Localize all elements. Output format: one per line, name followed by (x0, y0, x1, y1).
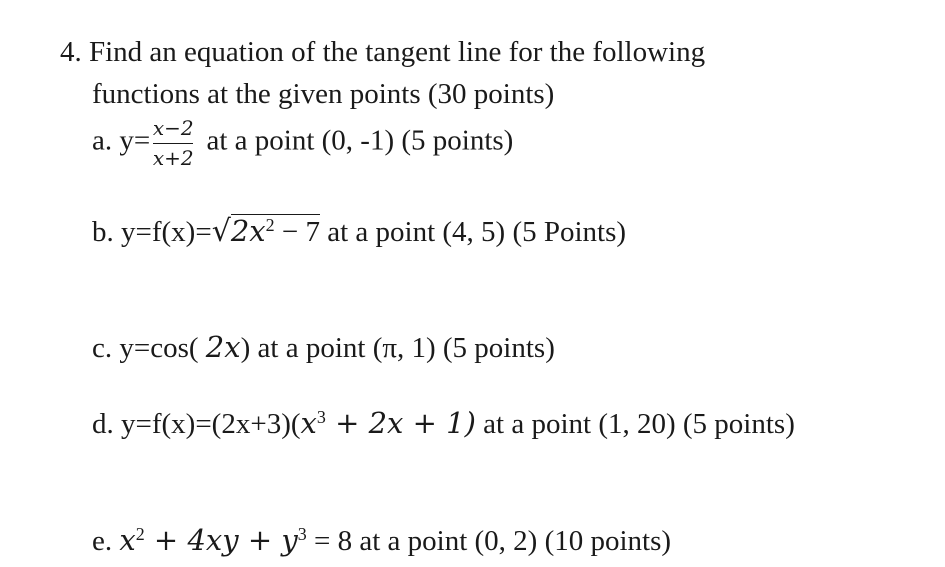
problem-line-2 (92, 80, 554, 109)
radicand (231, 214, 320, 247)
part-d-term1: x (300, 406, 317, 440)
part-c-close: ) (240, 332, 251, 364)
radicand-base: 2x (230, 214, 266, 248)
fraction-numerator: x−2 (152, 116, 194, 140)
part-d-prefix: y=f(x)=(2x+3)( (121, 408, 301, 440)
part-c-label: c. (92, 332, 113, 364)
problem-line-1 (60, 38, 705, 67)
part-e-label: e. (92, 525, 113, 557)
part-e-middle: + 4xy + y (144, 523, 298, 557)
problem-text-1: Find an equation of the tangent line for the following (89, 36, 706, 68)
part-b-sqrt (212, 214, 320, 247)
part-e-equals: = 8 (306, 525, 353, 557)
part-e-exponent-2: 3 (297, 524, 307, 545)
part-b-prefix: y=f(x)= (121, 216, 212, 248)
radicand-exponent: 2 (265, 215, 275, 236)
part-a (92, 118, 513, 168)
part-d-exponent: 3 (316, 407, 326, 428)
part-c (92, 330, 555, 364)
fraction-denominator: x+2 (152, 146, 194, 170)
part-d (92, 406, 795, 440)
part-c-suffix: at a point (π, 1) (5 points) (257, 332, 555, 364)
part-c-prefix: y=cos( (119, 332, 206, 364)
part-a-suffix: at a point (0, -1) (5 points) (206, 124, 514, 157)
part-d-rest: + 2x + 1) (325, 406, 476, 440)
radical-sign: √ (211, 214, 231, 249)
radicand-rest: − 7 (274, 216, 320, 248)
part-b-label: b. (92, 216, 114, 248)
part-e-suffix: at a point (0, 2) (10 points) (359, 525, 672, 557)
problem-number: 4. (60, 36, 82, 68)
part-d-label: d. (92, 408, 114, 440)
part-e (92, 523, 672, 557)
part-b (92, 214, 626, 247)
part-a-fraction (151, 118, 195, 168)
problem-text-2: functions at the given points (30 points) (92, 78, 555, 110)
fraction-bar (153, 143, 193, 144)
part-c-arg: 2x (205, 330, 241, 364)
part-b-suffix: at a point (4, 5) (5 Points) (327, 216, 627, 248)
part-a-label: a. (92, 124, 113, 157)
part-e-exponent-1: 2 (135, 524, 145, 545)
part-d-suffix: at a point (1, 20) (5 points) (483, 408, 795, 440)
part-a-prefix: y= (119, 124, 151, 157)
part-e-term1: x (119, 523, 136, 557)
